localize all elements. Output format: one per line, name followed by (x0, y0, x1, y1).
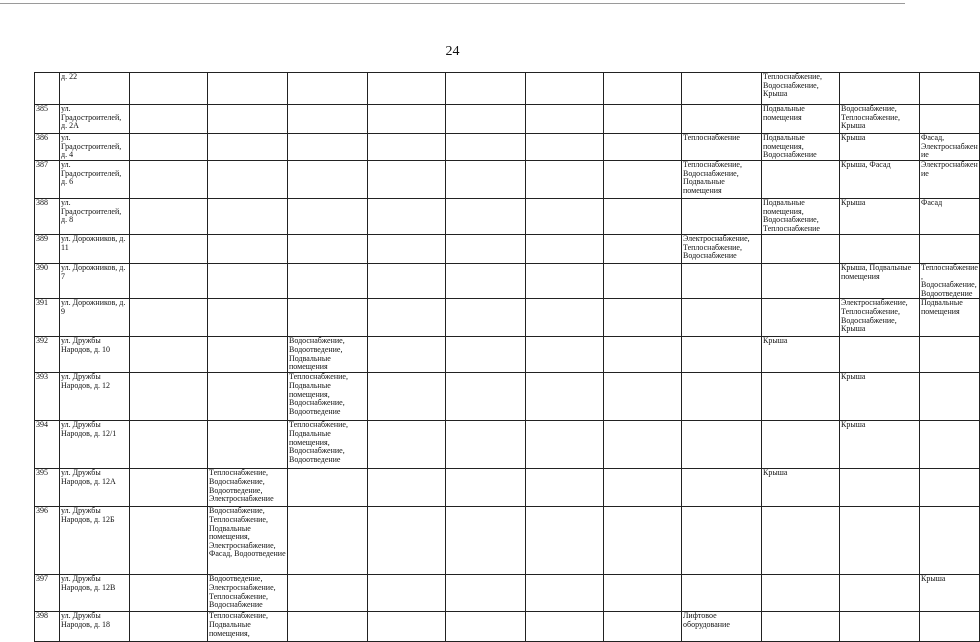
address-cell: ул. Дружбы Народов, д. 18 (60, 612, 130, 642)
work-type-cell (920, 105, 980, 134)
work-type-cell: Водоснабжение, Теплоснабжение, Подвальные помещения, Электроснабжение, Фасад, Водоотведение (208, 507, 288, 575)
work-type-cell: Крыша (840, 134, 920, 161)
work-type-cell (526, 469, 604, 507)
work-type-cell (288, 105, 368, 134)
work-type-cell (526, 105, 604, 134)
work-type-cell (446, 105, 526, 134)
work-type-cell (762, 235, 840, 264)
table-row (35, 507, 980, 575)
work-type-cell: Водоотведение, Электроснабжение, Теплоснабжение, Водоснабжение (208, 575, 288, 612)
row-number-cell: 394 (35, 421, 60, 469)
work-type-cell (446, 507, 526, 575)
work-type-cell: Теплоснабжение, Подвальные помещения, Водоснабжение, Водоотведение (288, 373, 368, 421)
work-type-cell: Крыша (840, 373, 920, 421)
work-type-cell (682, 199, 762, 235)
row-number-cell: 391 (35, 299, 60, 337)
address-cell: ул. Дружбы Народов, д. 10 (60, 337, 130, 373)
work-type-cell (446, 235, 526, 264)
work-type-cell: Теплоснабжение, Водоснабжение, Крыша (762, 73, 840, 105)
work-type-cell (526, 199, 604, 235)
work-type-cell (526, 299, 604, 337)
work-type-cell (446, 134, 526, 161)
work-type-cell (682, 507, 762, 575)
work-type-cell (130, 612, 208, 642)
work-type-cell: Теплоснабжение, Подвальные помещения, Водоснабжение, Водоотведение (288, 421, 368, 469)
row-number-cell (35, 73, 60, 105)
address-cell: ул. Дружбы Народов, д. 12 (60, 373, 130, 421)
work-type-cell (446, 73, 526, 105)
table-body (35, 73, 980, 642)
work-type-cell: Крыша (840, 421, 920, 469)
address-cell: ул. Дорожников, д. 7 (60, 264, 130, 299)
work-type-cell (604, 469, 682, 507)
work-type-cell (130, 469, 208, 507)
address-cell: ул. Градостроителей, д. 2А (60, 105, 130, 134)
work-type-cell (840, 469, 920, 507)
work-type-cell (368, 199, 446, 235)
work-type-cell (682, 373, 762, 421)
table-row (35, 105, 980, 134)
work-type-cell: Крыша (762, 469, 840, 507)
table-row (35, 469, 980, 507)
row-number-cell: 395 (35, 469, 60, 507)
work-type-cell: Крыша, Подвальные помещения (840, 264, 920, 299)
work-type-cell: Подвальные помещения (762, 105, 840, 134)
work-type-cell (920, 337, 980, 373)
work-type-cell (604, 337, 682, 373)
work-type-cell: Теплоснабжение, Подвальные помещения, (208, 612, 288, 642)
work-type-cell (526, 264, 604, 299)
work-type-cell (130, 105, 208, 134)
address-cell: д. 22 (60, 73, 130, 105)
work-type-cell (604, 612, 682, 642)
row-number-cell: 398 (35, 612, 60, 642)
work-type-cell (446, 264, 526, 299)
work-type-cell (604, 575, 682, 612)
work-type-cell (130, 507, 208, 575)
work-type-cell (446, 469, 526, 507)
work-type-cell (446, 421, 526, 469)
work-type-cell (288, 264, 368, 299)
work-type-cell (130, 134, 208, 161)
work-type-cell (368, 469, 446, 507)
work-type-cell: Подвальные помещения, Водоснабжение (762, 134, 840, 161)
work-type-cell (446, 373, 526, 421)
work-type-cell: Теплоснабжение (682, 134, 762, 161)
work-type-cell: Электроснабжение, Теплоснабжение, Водоснабжение, Крыша (840, 299, 920, 337)
address-cell: ул. Градостроителей, д. 8 (60, 199, 130, 235)
work-type-cell: Крыша (840, 199, 920, 235)
work-type-cell (604, 161, 682, 199)
address-cell: ул. Дорожников, д. 11 (60, 235, 130, 264)
work-type-cell (920, 421, 980, 469)
work-type-cell (368, 337, 446, 373)
row-number-cell: 387 (35, 161, 60, 199)
work-type-cell (368, 299, 446, 337)
repair-schedule-table (34, 72, 980, 642)
row-number-cell: 385 (35, 105, 60, 134)
work-type-cell: Теплоснабжение, Водоснабжение, Водоотведение, Электроснабжение (208, 469, 288, 507)
work-type-cell (920, 373, 980, 421)
work-type-cell (682, 299, 762, 337)
work-type-cell (682, 421, 762, 469)
address-cell: ул. Дорожников, д. 9 (60, 299, 130, 337)
address-cell: ул. Дружбы Народов, д. 12А (60, 469, 130, 507)
work-type-cell (604, 134, 682, 161)
work-type-cell: Теплоснабжение, Водоснабжение, Водоотведение (921, 263, 978, 298)
work-type-cell (920, 73, 980, 105)
table-row (35, 299, 980, 337)
work-type-cell (368, 575, 446, 612)
work-type-cell (208, 235, 288, 264)
work-type-cell (604, 73, 682, 105)
address-cell: ул. Дружбы Народов, д. 12В (60, 575, 130, 612)
row-number-cell: 392 (35, 337, 60, 373)
work-type-cell (682, 469, 762, 507)
work-type-cell (604, 105, 682, 134)
work-type-cell (526, 73, 604, 105)
work-type-cell (208, 337, 288, 373)
work-type-cell (446, 337, 526, 373)
work-type-cell (762, 264, 840, 299)
page-number: 24 (445, 44, 460, 59)
work-type-cell (682, 337, 762, 373)
work-type-cell (288, 199, 368, 235)
table-row (35, 161, 980, 199)
work-type-cell (368, 421, 446, 469)
row-number-cell: 386 (35, 134, 60, 161)
work-type-cell (762, 373, 840, 421)
table-row (35, 134, 980, 161)
work-type-cell (368, 235, 446, 264)
work-type-cell (920, 612, 980, 642)
work-type-cell: Теплоснабжение, Водоснабжение, Подвальные помещения (682, 161, 762, 199)
work-type-cell (604, 235, 682, 264)
work-type-cell (762, 421, 840, 469)
work-type-cell (762, 161, 840, 199)
work-type-cell (368, 264, 446, 299)
work-type-cell (446, 612, 526, 642)
work-type-cell (840, 235, 920, 264)
work-type-cell (368, 105, 446, 134)
work-type-cell (446, 199, 526, 235)
work-type-cell (130, 264, 208, 299)
address-cell: ул. Дружбы Народов, д. 12Б (60, 507, 130, 575)
work-type-cell (368, 373, 446, 421)
work-type-cell (526, 612, 604, 642)
work-type-cell: Фасад, Электроснабжение (921, 133, 978, 160)
work-type-cell (288, 161, 368, 199)
work-type-cell: Крыша (762, 337, 840, 373)
work-type-cell (208, 264, 288, 299)
address-cell: ул. Градостроителей, д. 6 (60, 161, 130, 199)
work-type-cell (208, 373, 288, 421)
work-type-cell: Электроснабжение (920, 161, 980, 199)
address-cell: ул. Градостроителей, д. 4 (60, 134, 130, 161)
work-type-cell (288, 575, 368, 612)
work-type-cell (288, 235, 368, 264)
work-type-cell (368, 161, 446, 199)
work-type-cell (288, 612, 368, 642)
row-number-cell: 389 (35, 235, 60, 264)
work-type-cell (840, 337, 920, 373)
row-number-cell: 390 (35, 264, 60, 299)
work-type-cell: Крыша, Фасад (840, 161, 920, 199)
work-type-cell (446, 575, 526, 612)
work-type-cell (130, 73, 208, 105)
work-type-cell (208, 105, 288, 134)
work-type-cell: Подвальные помещения (920, 299, 980, 337)
table-row (35, 575, 980, 612)
table-row (35, 73, 980, 105)
work-type-cell (920, 469, 980, 507)
work-type-cell (288, 299, 368, 337)
work-type-cell: Фасад (920, 199, 980, 235)
work-type-cell (208, 134, 288, 161)
work-type-cell (762, 612, 840, 642)
work-type-cell: Водоснабжение, Теплоснабжение, Крыша (840, 105, 920, 134)
work-type-cell (288, 134, 368, 161)
work-type-cell (762, 575, 840, 612)
work-type-cell (920, 507, 980, 575)
work-type-cell (288, 73, 368, 105)
table-row (35, 264, 980, 299)
work-type-cell (130, 373, 208, 421)
work-type-cell (130, 337, 208, 373)
work-type-cell (208, 299, 288, 337)
work-type-cell (288, 507, 368, 575)
work-type-cell (682, 73, 762, 105)
work-type-cell (208, 73, 288, 105)
work-type-cell (130, 421, 208, 469)
work-type-cell (840, 73, 920, 105)
work-type-cell (526, 421, 604, 469)
work-type-cell (368, 507, 446, 575)
work-type-cell (604, 264, 682, 299)
work-type-cell (130, 235, 208, 264)
work-type-cell (446, 161, 526, 199)
work-type-cell (526, 161, 604, 199)
work-type-cell: Подвальные помещения, Водоснабжение, Теплоснабжение (762, 199, 840, 235)
work-type-cell (526, 507, 604, 575)
work-type-cell (526, 134, 604, 161)
work-type-cell (604, 299, 682, 337)
table-row (35, 337, 980, 373)
work-type-cell (368, 134, 446, 161)
row-number-cell: 397 (35, 575, 60, 612)
work-type-cell (604, 421, 682, 469)
work-type-cell: Крыша (920, 575, 980, 612)
work-type-cell (526, 575, 604, 612)
work-type-cell (208, 161, 288, 199)
work-type-cell (526, 337, 604, 373)
work-type-cell (920, 235, 980, 264)
work-type-cell (682, 575, 762, 612)
table-row (35, 199, 980, 235)
work-type-cell (682, 105, 762, 134)
work-type-cell (604, 373, 682, 421)
work-type-cell (762, 507, 840, 575)
work-type-cell (840, 575, 920, 612)
work-type-cell: Водоснабжение, Водоотведение, Подвальные помещения (288, 337, 368, 373)
row-number-cell: 388 (35, 199, 60, 235)
table-row (35, 421, 980, 469)
work-type-cell (368, 73, 446, 105)
work-type-cell (604, 199, 682, 235)
work-type-cell (526, 235, 604, 264)
work-type-cell (130, 299, 208, 337)
table-row (35, 235, 980, 264)
work-type-cell (130, 575, 208, 612)
work-type-cell (840, 507, 920, 575)
work-type-cell (526, 373, 604, 421)
work-type-cell: Электроснабжение, Теплоснабжение, Водоснабжение (682, 235, 762, 264)
work-type-cell (682, 264, 762, 299)
work-type-cell (840, 612, 920, 642)
work-type-cell: Лифтовое оборудование (682, 612, 762, 642)
row-number-cell: 393 (35, 373, 60, 421)
work-type-cell (208, 199, 288, 235)
work-type-cell (208, 421, 288, 469)
table-row (35, 612, 980, 642)
work-type-cell (762, 299, 840, 337)
scan-top-edge-line (0, 3, 905, 4)
work-type-cell (130, 161, 208, 199)
address-cell: ул. Дружбы Народов, д. 12/1 (60, 421, 130, 469)
work-type-cell (604, 507, 682, 575)
work-type-cell (130, 199, 208, 235)
row-number-cell: 396 (35, 507, 60, 575)
work-type-cell (288, 469, 368, 507)
work-type-cell (446, 299, 526, 337)
table-row (35, 373, 980, 421)
work-type-cell (368, 612, 446, 642)
